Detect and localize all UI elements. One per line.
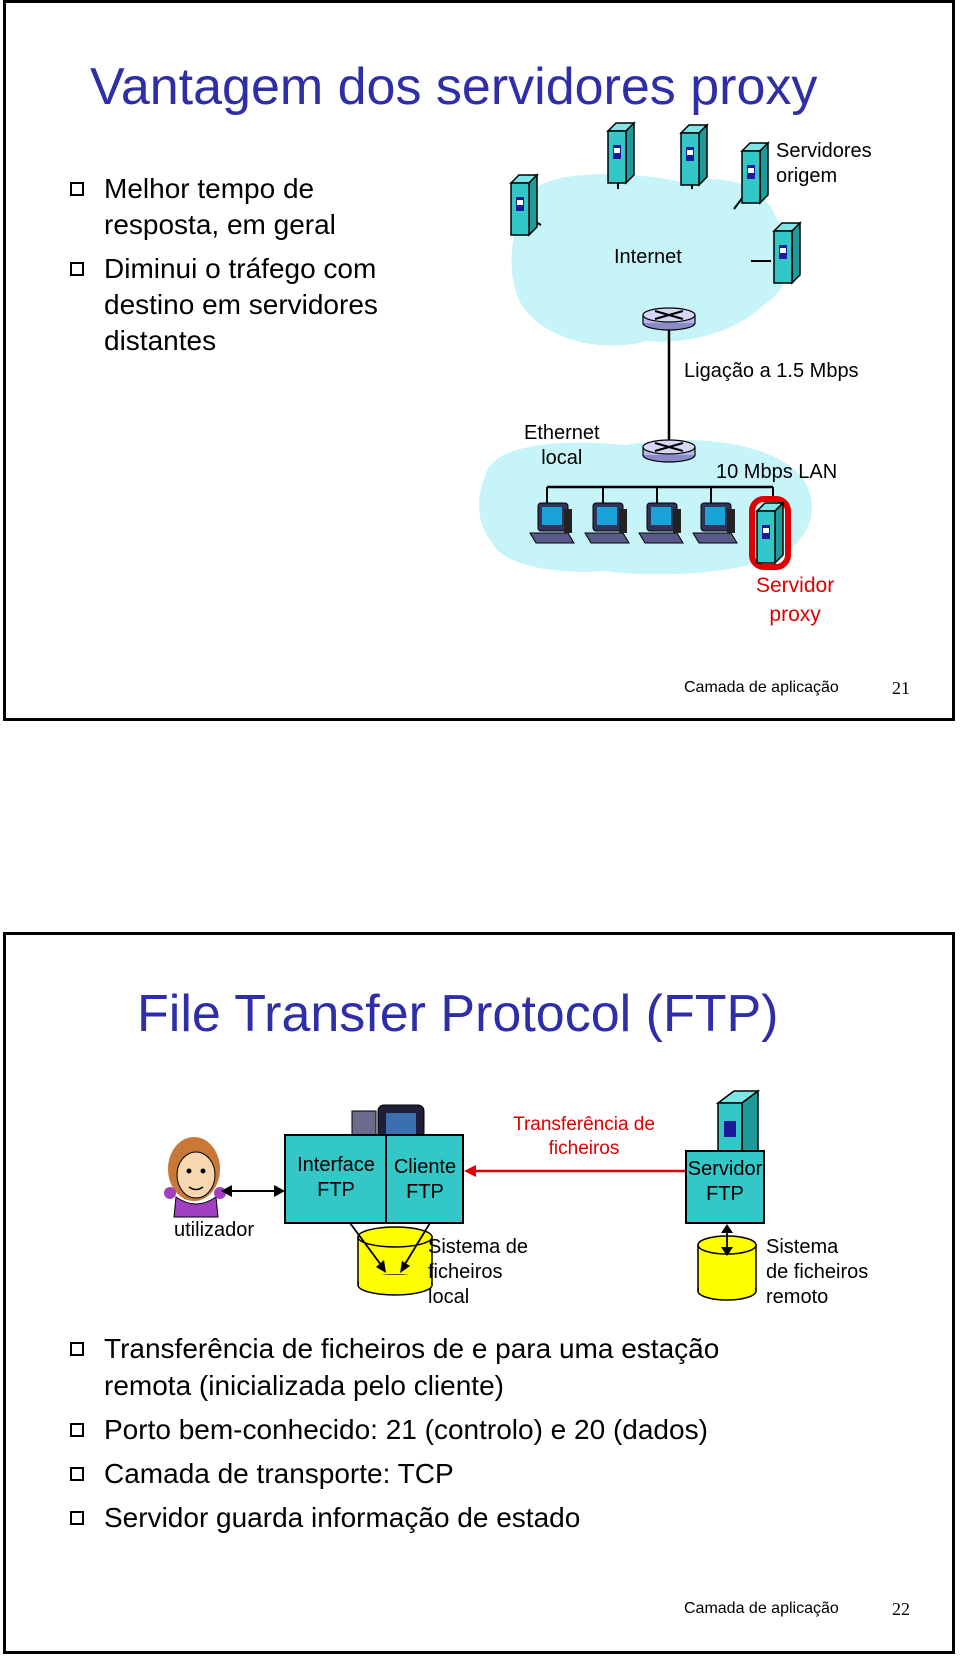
bullet-list: [66, 1330, 719, 1536]
origin-server-icon: [681, 125, 707, 185]
origin-server-icon: [608, 123, 634, 183]
page-number: 22: [892, 1599, 910, 1619]
checkbox-bullet-icon: [70, 1423, 84, 1437]
link-speed-label: Ligação a 1.5 Mbps: [684, 360, 859, 382]
bullet-item: Melhor tempo de resposta, em geral: [66, 171, 378, 243]
slide-title: Vantagem dos servidores proxy: [90, 58, 818, 116]
ethernet-label: Ethernet local: [524, 422, 600, 469]
user-label: utilizador: [174, 1219, 255, 1241]
internet-router-icon: [643, 308, 695, 330]
bullet-item: Diminui o tráfego com destino em servidores distantes: [66, 251, 378, 359]
origin-server-icon: [742, 143, 768, 203]
file-transfer-label: Transferência de ficheiros: [513, 1114, 655, 1159]
proxy-label: Servidor proxy: [756, 574, 835, 626]
checkbox-bullet-icon: [70, 1511, 84, 1525]
bullet-item: Servidor guarda informação de estado: [66, 1499, 719, 1536]
ftp-interface-label: Interface FTP: [297, 1154, 375, 1201]
ftp-server-label: Servidor FTP: [687, 1158, 763, 1205]
footer-text: Camada de aplicação: [684, 1600, 839, 1617]
internet-label: Internet: [614, 246, 682, 268]
proxy-server-icon: [757, 503, 783, 563]
checkbox-bullet-icon: [70, 1342, 84, 1356]
bullet-item: Porto bem-conhecido: 21 (controlo) e 20 (dados): [66, 1411, 719, 1448]
slide-ftp: [3, 932, 955, 1654]
checkbox-bullet-icon: [70, 1467, 84, 1481]
remote-filesystem-label: Sistema de ficheiros remoto: [766, 1236, 869, 1308]
lan-speed-label: 10 Mbps LAN: [716, 461, 838, 483]
origin-server-icon: [511, 175, 537, 235]
slide-proxy-advantages: [3, 0, 955, 721]
local-filesystem-label: Sistema de ficheiros local: [428, 1236, 529, 1308]
origin-server-icon: [774, 223, 800, 283]
bullet-item: Transferência de ficheiros de e para uma estação remota (inicializada pelo cliente): [66, 1330, 719, 1404]
footer-text: Camada de aplicação: [684, 679, 839, 696]
ftp-client-label: Cliente FTP: [393, 1156, 457, 1203]
origin-servers-label: Servidores origem: [776, 140, 872, 187]
lan-router-icon: [643, 440, 695, 462]
page-number: 21: [892, 678, 910, 698]
user-icon: [164, 1137, 226, 1217]
slide-title: File Transfer Protocol (FTP): [137, 985, 779, 1043]
bullet-item: Camada de transporte: TCP: [66, 1455, 719, 1492]
